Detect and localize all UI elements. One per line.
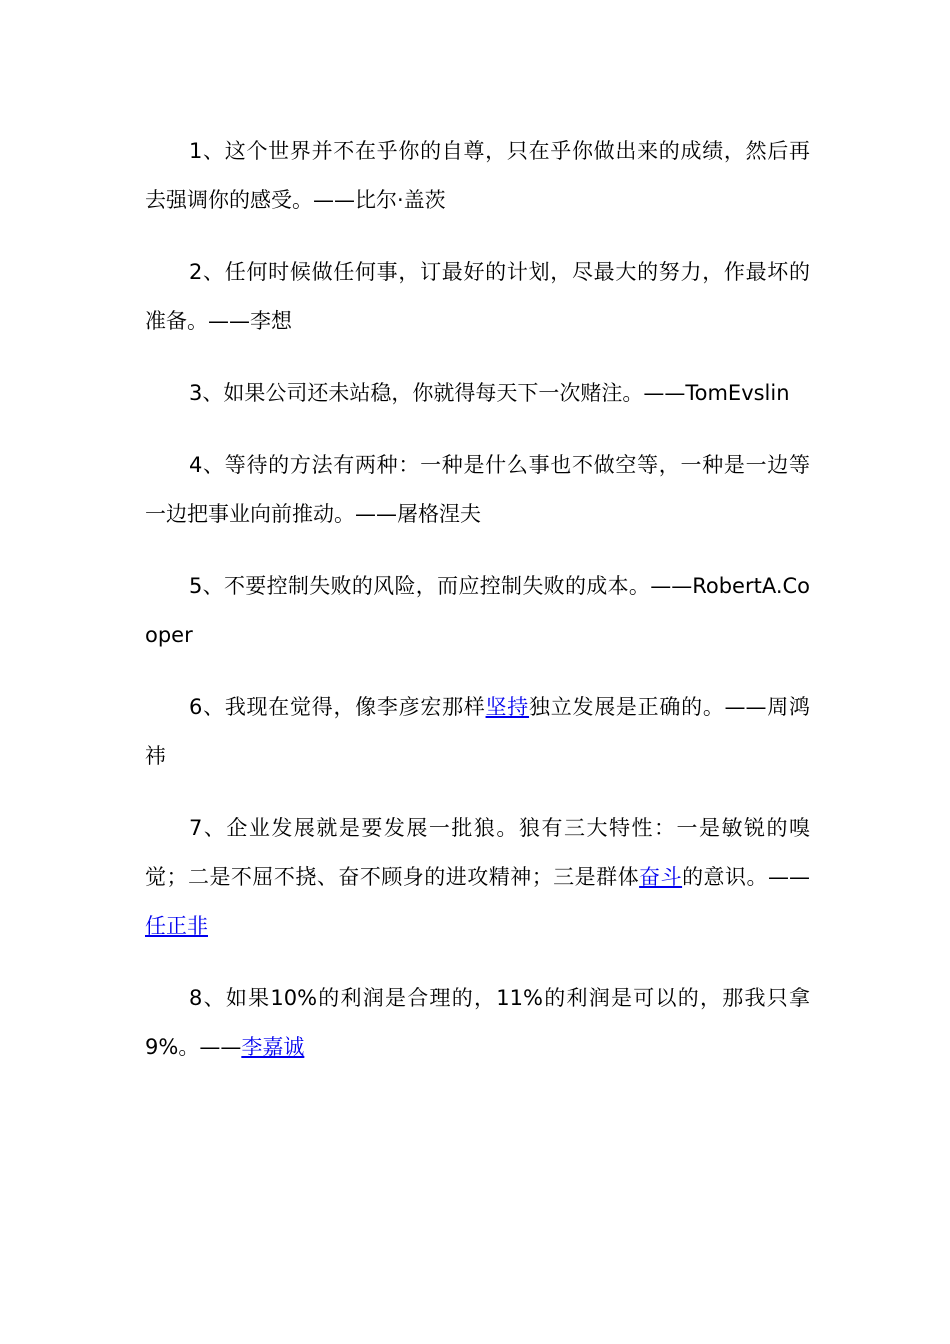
quote-6-text-before: 6、我现在觉得，像李彦宏那样 <box>189 695 486 719</box>
quote-2-text: 2、任何时候做任何事，订最好的计划，尽最大的努力，作最坏的准备。——李想 <box>145 260 810 333</box>
quote-8 <box>145 974 810 1072</box>
quote-1 <box>145 127 810 225</box>
quote-7-text-before: 7、企业发展就是要发展一批狼。狼有三大特性：一是敏锐的嗅觉；二是不屈不挠、奋不顾身的进攻精神；三是群体 <box>145 816 810 889</box>
quote-5 <box>145 562 810 660</box>
quote-7-text-middle: 的意识。—— <box>682 865 811 889</box>
quote-4-text: 4、等待的方法有两种：一种是什么事也不做空等，一种是一边等一边把事业向前推动。——屠格涅夫 <box>145 453 810 526</box>
quote-7 <box>145 804 810 951</box>
link-renzhengfei[interactable]: 任正非 <box>145 914 208 938</box>
quote-1-text: 1、这个世界并不在乎你的自尊，只在乎你做出来的成绩，然后再去强调你的感受。——比尔·盖茨 <box>145 139 810 212</box>
link-jianchi[interactable]: 坚持 <box>485 695 530 719</box>
quote-5-text: 5、不要控制失败的风险，而应控制失败的成本。——RobertA.Cooper <box>145 574 810 647</box>
quote-6-text-after: 独立发展是正确的。——周鸿祎 <box>145 695 811 768</box>
quote-8-text-before: 8、如果10%的利润是合理的，11%的利润是可以的，那我只拿9%。—— <box>145 986 810 1059</box>
quote-list <box>145 127 810 1095</box>
quote-3-text: 3、如果公司还未站稳，你就得每天下一次赌注。——TomEvslin <box>189 381 790 405</box>
link-fendou[interactable]: 奋斗 <box>639 865 683 889</box>
quote-3 <box>145 369 810 418</box>
link-lijiacheng[interactable]: 李嘉诚 <box>241 1035 305 1059</box>
quote-6 <box>145 683 810 781</box>
quote-2 <box>145 248 810 346</box>
quote-4 <box>145 441 810 539</box>
